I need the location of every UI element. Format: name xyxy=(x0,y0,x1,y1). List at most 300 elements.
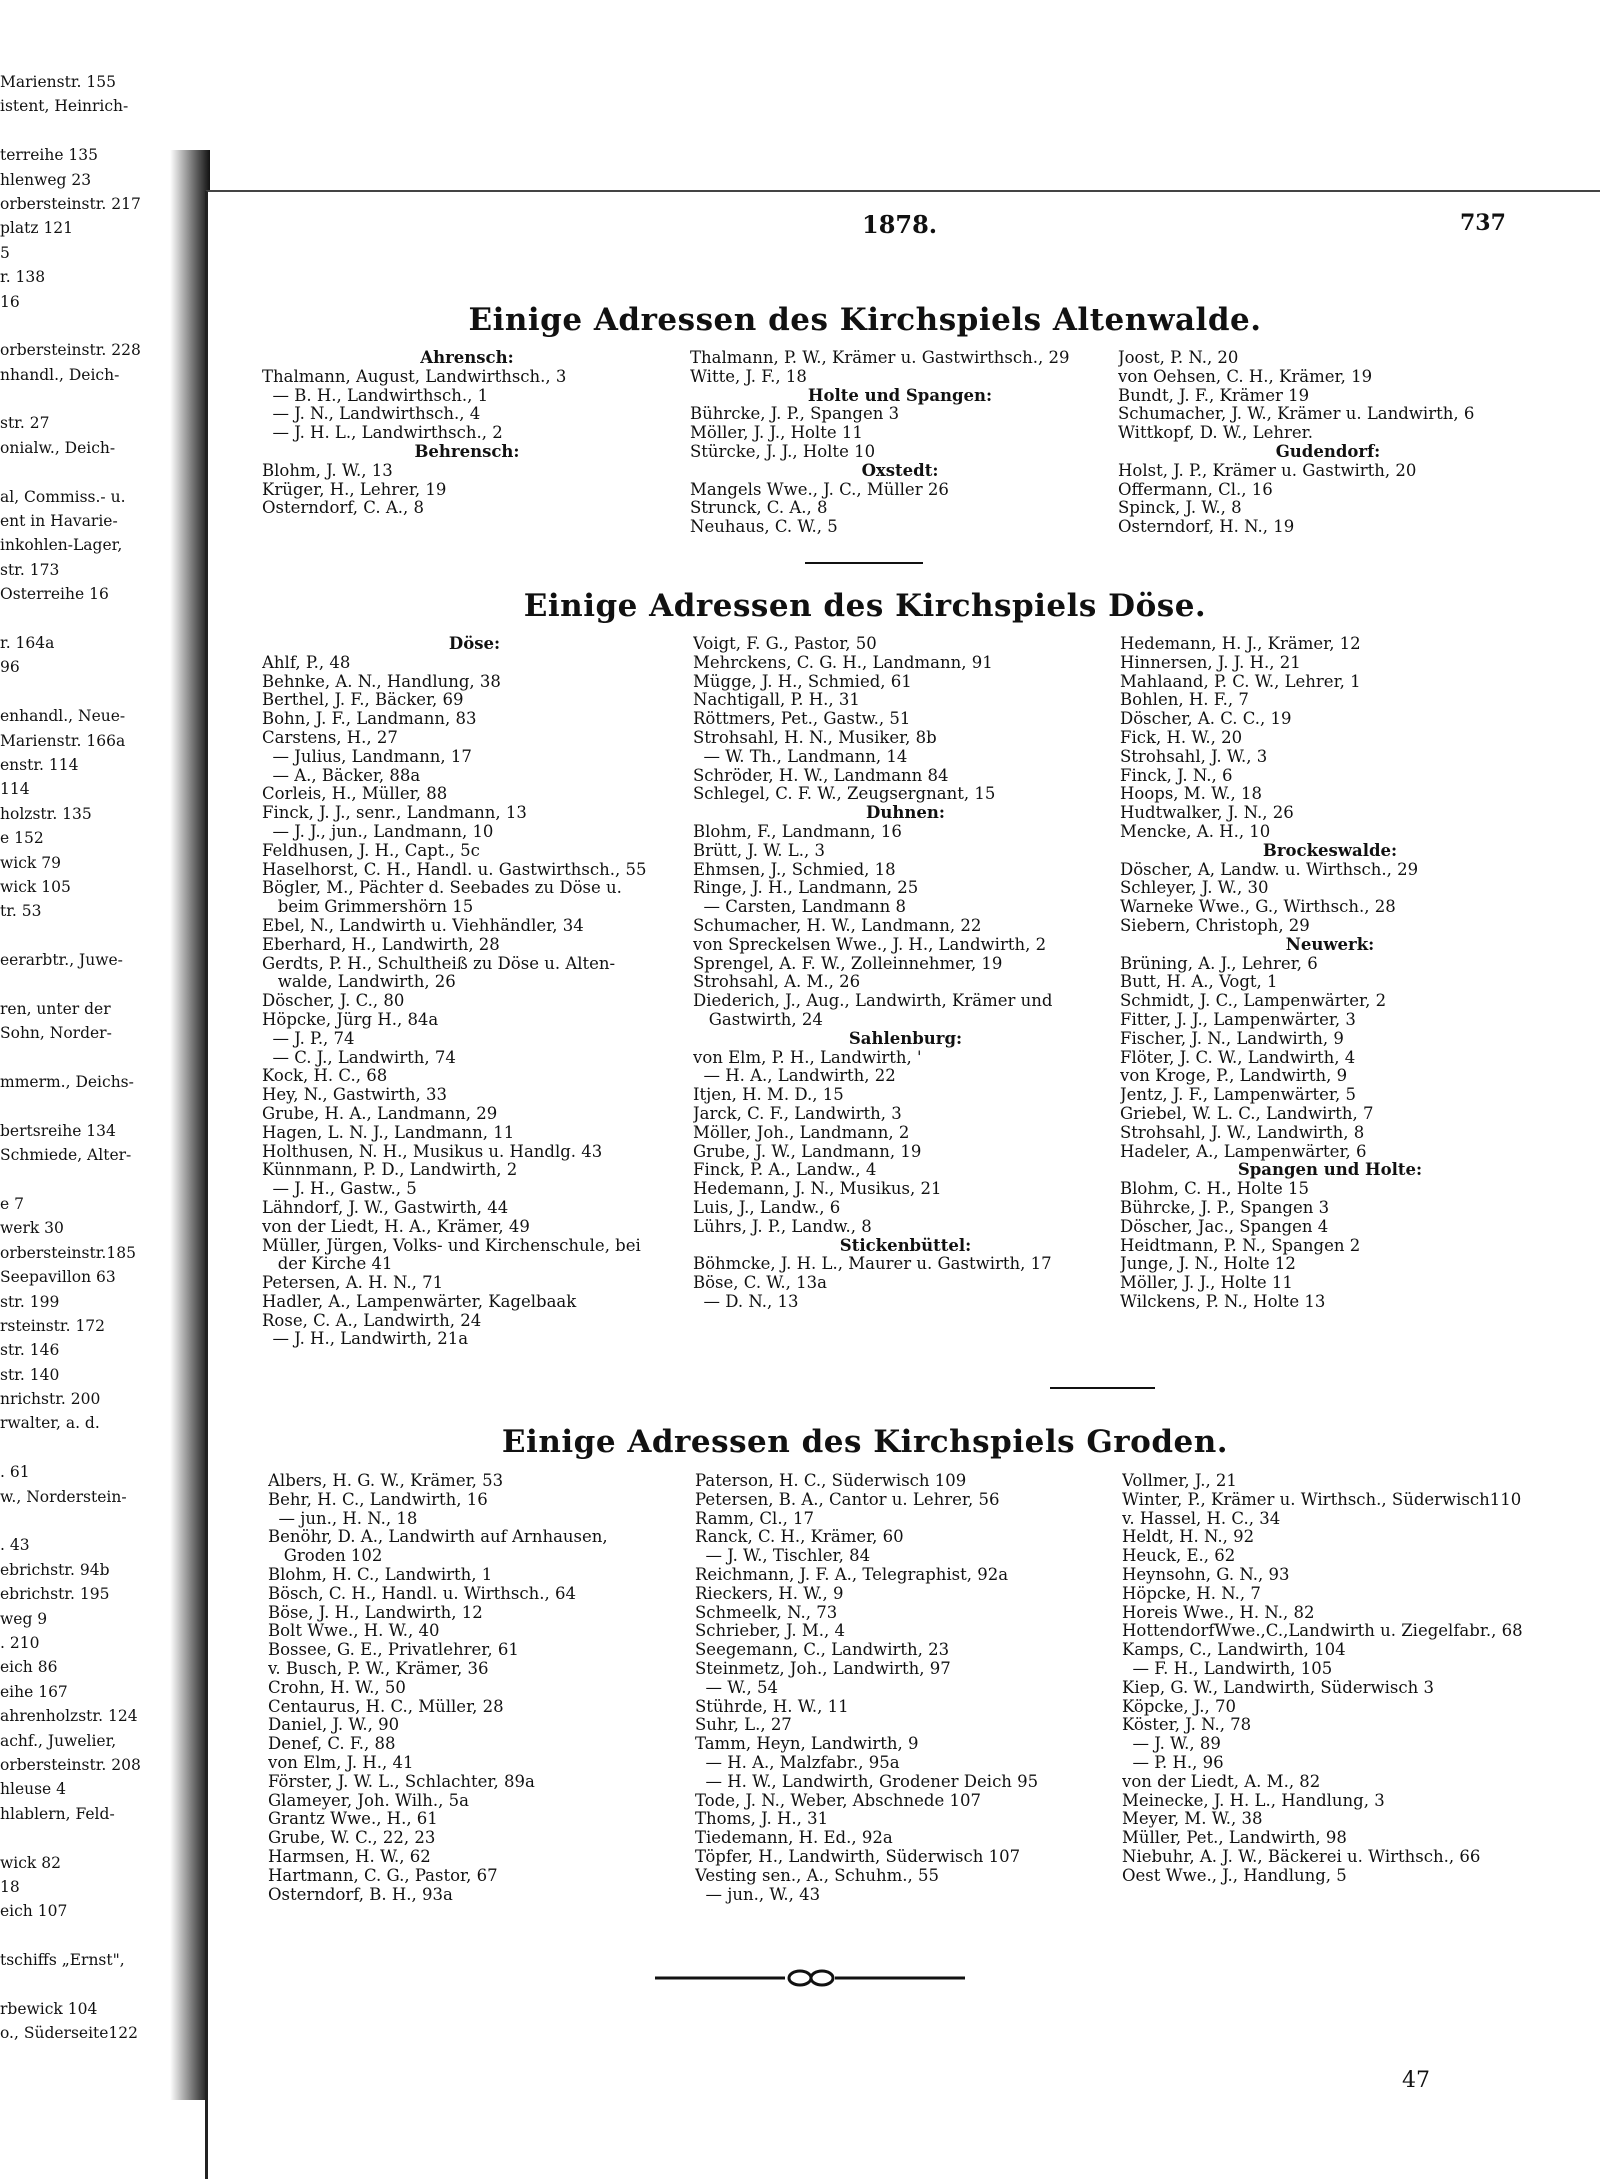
address-entry: Schmidt, J. C., Lampenwärter, 2 xyxy=(1120,992,1387,1011)
address-entry: Grube, W. C., 22, 23 xyxy=(268,1829,436,1848)
address-entry: Reichmann, J. F. A., Telegraphist, 92a xyxy=(695,1565,1009,1584)
address-entry: Stührde, H. W., 11 xyxy=(695,1697,849,1716)
left-page-fragment xyxy=(0,1094,170,1118)
left-page-fragment: str. 199 xyxy=(0,1292,60,1311)
address-entry: Hedemann, H. J., Krämer, 12 xyxy=(1120,635,1361,653)
section-title-altenwalde: Einige Adressen des Kirchspiels Altenwalde. xyxy=(468,302,1262,338)
address-entry: Müller, Pet., Landwirth, 98 xyxy=(1122,1829,1347,1848)
address-entry: Glameyer, Joh. Wilh., 5a xyxy=(268,1791,469,1810)
left-page-text-fragments xyxy=(0,70,170,2046)
address-entry: Krüger, H., Lehrer, 19 xyxy=(262,480,447,499)
left-page-fragment: Marienstr. 166a xyxy=(0,731,126,750)
address-entry: v. Hassel, H. C., 34 xyxy=(1122,1509,1281,1528)
left-page-fragment: eich 86 xyxy=(0,1658,58,1677)
address-entry: Ringe, J. H., Landmann, 25 xyxy=(693,879,919,898)
left-page-fragment: hlenweg 23 xyxy=(0,170,92,189)
address-entry: Jentz, J. F., Lampenwärter, 5 xyxy=(1120,1086,1356,1105)
address-entry: Groden 102 xyxy=(268,1547,383,1566)
left-page-fragment: ent in Havarie- xyxy=(0,512,118,531)
left-page-fragment xyxy=(0,972,170,996)
left-page-fragment: . 61 xyxy=(0,1463,30,1482)
footer-page-number: 47 xyxy=(1402,2068,1430,2093)
place-heading: Sahlenburg: xyxy=(848,1029,963,1048)
address-entry: — J. J., jun., Landmann, 10 xyxy=(262,822,494,841)
address-entry: — J. H. L., Landwirthsch., 2 xyxy=(262,424,503,443)
address-entry: Fitter, J. J., Lampenwärter, 3 xyxy=(1120,1010,1356,1029)
place-heading: Gudendorf: xyxy=(1275,442,1381,461)
left-page-fragment: orbersteinstr.185 xyxy=(0,1243,136,1262)
left-page-fragment xyxy=(0,460,170,484)
left-page-fragment xyxy=(0,1509,170,1533)
address-entry: Döscher, Jac., Spangen 4 xyxy=(1120,1217,1329,1236)
address-entry: — J. H., Landwirth, 21a xyxy=(262,1330,469,1349)
left-page-fragment: r. 164a xyxy=(0,633,55,652)
header-page-number: 737 xyxy=(1460,210,1506,236)
place-heading: Duhnen: xyxy=(866,804,945,823)
left-page-fragment: onialw., Deich- xyxy=(0,438,116,457)
address-entry: Schmeelk, N., 73 xyxy=(695,1603,838,1622)
left-page-fragment xyxy=(0,1826,170,1850)
address-entry: Albers, H. G. W., Krämer, 53 xyxy=(268,1472,504,1490)
address-entry: Gerdts, P. H., Schultheiß zu Döse u. Alten- xyxy=(262,954,616,973)
address-entry: — Carsten, Landmann 8 xyxy=(693,898,907,917)
left-page-fragment: orbersteinstr. 228 xyxy=(0,341,141,360)
address-entry: — jun., H. N., 18 xyxy=(268,1509,418,1528)
left-page-fragment: str. 146 xyxy=(0,1341,60,1360)
address-entry: Benöhr, D. A., Landwirth auf Arnhausen, xyxy=(268,1528,608,1547)
address-entry: Wittkopf, D. W., Lehrer. xyxy=(1118,424,1313,443)
left-page-fragment: Osterreihe 16 xyxy=(0,585,109,604)
address-entry: Finck, P. A., Landw., 4 xyxy=(693,1161,877,1180)
address-entry: Mangels Wwe., J. C., Müller 26 xyxy=(690,480,949,499)
address-entry: von Kroge, P., Landwirth, 9 xyxy=(1120,1067,1348,1086)
address-entry: Junge, J. N., Holte 12 xyxy=(1120,1255,1296,1274)
address-entry: Schröder, H. W., Landmann 84 xyxy=(693,766,949,785)
left-page-fragment: eerarbtr., Juwe- xyxy=(0,951,123,970)
address-entry: Finck, J. N., 6 xyxy=(1120,766,1233,785)
address-entry: Möller, J. J., Holte 11 xyxy=(1120,1274,1293,1293)
left-page-fragment: platz 121 xyxy=(0,219,74,238)
address-entry: Strohsahl, J. W., Landwirth, 8 xyxy=(1120,1123,1365,1142)
address-entry: Tamm, Heyn, Landwirth, 9 xyxy=(695,1735,919,1754)
left-page-fragment: nhandl., Deich- xyxy=(0,365,120,384)
address-entry: Strunck, C. A., 8 xyxy=(690,499,828,518)
address-entry: Carstens, H., 27 xyxy=(262,728,398,747)
address-entry: Heidtmann, P. N., Spangen 2 xyxy=(1120,1236,1361,1255)
address-entry: Niebuhr, A. J. W., Bäckerei u. Wirthsch., 66 xyxy=(1122,1847,1481,1866)
address-entry: Schrieber, J. M., 4 xyxy=(695,1622,845,1641)
address-entry: Meinecke, J. H. L., Handlung, 3 xyxy=(1122,1791,1385,1810)
address-entry: Luis, J., Landw., 6 xyxy=(693,1198,841,1217)
address-entry: Blohm, F., Landmann, 16 xyxy=(693,822,902,841)
doese-column-2 xyxy=(693,635,1118,1312)
address-entry: Strohsahl, J. W., 3 xyxy=(1120,747,1268,766)
address-entry: Bührcke, J. P., Spangen 3 xyxy=(690,405,900,424)
left-page-fragment: rwalter, a. d. xyxy=(0,1414,100,1433)
address-entry: von Oehsen, C. H., Krämer, 19 xyxy=(1118,367,1373,386)
address-entry: von der Liedt, H. A., Krämer, 49 xyxy=(262,1217,530,1236)
address-entry: Köpcke, J., 70 xyxy=(1122,1697,1236,1716)
left-page-fragment: rbewick 104 xyxy=(0,1999,98,2018)
address-entry: Jarck, C. F., Landwirth, 3 xyxy=(693,1104,902,1123)
left-page-fragment: orbersteinstr. 217 xyxy=(0,194,141,213)
left-page-fragment: 16 xyxy=(0,292,20,311)
left-page-fragment: eihe 167 xyxy=(0,1682,68,1701)
address-entry: Brüning, A. J., Lehrer, 6 xyxy=(1120,954,1318,973)
address-entry: Grube, H. A., Landmann, 29 xyxy=(262,1104,498,1123)
left-page-fragment: enstr. 114 xyxy=(0,755,79,774)
address-entry: Siebern, Christoph, 29 xyxy=(1120,916,1310,935)
address-entry: von Elm, J. H., 41 xyxy=(268,1753,414,1772)
address-entry: Centaurus, H. C., Müller, 28 xyxy=(268,1697,504,1716)
address-entry: Warneke Wwe., G., Wirthsch., 28 xyxy=(1120,898,1396,917)
place-heading: Döse: xyxy=(448,635,501,653)
address-entry: Holthusen, N. H., Musikus u. Handlg. 43 xyxy=(262,1142,603,1161)
address-entry: Petersen, B. A., Cantor u. Lehrer, 56 xyxy=(695,1490,1000,1509)
address-entry: Hoops, M. W., 18 xyxy=(1120,785,1262,804)
left-page-fragment: 114 xyxy=(0,780,30,799)
address-entry: — J. W., Tischler, 84 xyxy=(695,1547,871,1566)
address-entry: Bührcke, J. P., Spangen 3 xyxy=(1120,1198,1330,1217)
address-entry: Höpcke, Jürg H., 84a xyxy=(262,1010,439,1029)
address-entry: Thalmann, August, Landwirthsch., 3 xyxy=(262,367,567,386)
address-entry: Blohm, J. W., 13 xyxy=(262,461,393,480)
address-entry: Lührs, J. P., Landw., 8 xyxy=(693,1217,872,1236)
address-entry: Witte, J. F., 18 xyxy=(690,367,807,386)
left-page-fragment: r. 138 xyxy=(0,268,46,287)
address-entry: Seegemann, C., Landwirth, 23 xyxy=(695,1641,950,1660)
address-entry: Hedemann, J. N., Musikus, 21 xyxy=(693,1180,942,1199)
left-page-fragment: inkohlen-Lager, xyxy=(0,536,123,555)
address-entry: — J. P., 74 xyxy=(262,1029,355,1048)
left-page-fragment: enhandl., Neue- xyxy=(0,707,126,726)
section-separator xyxy=(805,562,923,564)
address-entry: Steinmetz, Joh., Landwirth, 97 xyxy=(695,1659,951,1678)
left-page-fragment xyxy=(0,1972,170,1996)
address-entry: Hey, N., Gastwirth, 33 xyxy=(262,1086,448,1105)
address-entry: Ahlf, P., 48 xyxy=(262,653,351,672)
address-entry: Bohn, J. F., Landmann, 83 xyxy=(262,710,477,729)
address-entry: — Julius, Landmann, 17 xyxy=(262,747,472,766)
address-entry: Voigt, F. G., Pastor, 50 xyxy=(693,635,877,653)
altenwalde-column-2 xyxy=(690,349,1110,537)
left-page-fragment: e 152 xyxy=(0,829,44,848)
left-page-fragment: al, Commiss.- u. xyxy=(0,487,126,506)
altenwalde-column-3 xyxy=(1118,349,1538,537)
address-entry: Bundt, J. F., Krämer 19 xyxy=(1118,386,1310,405)
address-entry: Bossee, G. E., Privatlehrer, 61 xyxy=(268,1641,519,1660)
place-heading: Spangen und Holte: xyxy=(1237,1161,1423,1180)
address-entry: Heuck, E., 62 xyxy=(1122,1547,1236,1566)
address-entry: Mahlaand, P. C. W., Lehrer, 1 xyxy=(1120,672,1361,691)
address-entry: — J. W., 89 xyxy=(1122,1735,1221,1754)
address-entry: Möller, Joh., Landmann, 2 xyxy=(693,1123,910,1142)
left-page-fragment xyxy=(0,1436,170,1460)
address-entry: Döscher, J. C., 80 xyxy=(262,992,405,1011)
address-entry: — W. Th., Landmann, 14 xyxy=(693,747,908,766)
address-entry: Mügge, J. H., Schmied, 61 xyxy=(693,672,912,691)
section-title-doese: Einige Adressen des Kirchspiels Döse. xyxy=(523,588,1207,624)
address-entry: Gastwirth, 24 xyxy=(693,1010,823,1029)
address-entry: Osterndorf, B. H., 93a xyxy=(268,1885,453,1904)
place-heading: Oxstedt: xyxy=(861,461,939,480)
left-page-fragment: wick 79 xyxy=(0,853,61,872)
address-entry: Brütt, J. W. L., 3 xyxy=(693,841,825,860)
address-entry: Meyer, M. W., 38 xyxy=(1122,1810,1263,1829)
address-entry: Hinnersen, J. J. H., 21 xyxy=(1120,653,1301,672)
left-page-fragment xyxy=(0,1168,170,1192)
left-page-fragment: o., Süderseite122 xyxy=(0,2024,139,2043)
address-entry: Haselhorst, C. H., Handl. u. Gastwirthsch., 55 xyxy=(262,860,647,879)
left-page-fragment: mmerm., Deichs- xyxy=(0,1073,134,1092)
address-entry: von Spreckelsen Wwe., J. H., Landwirth, 2 xyxy=(693,935,1047,954)
left-page-fragment: e 7 xyxy=(0,1194,24,1213)
left-page-fragment: 96 xyxy=(0,658,20,677)
place-heading: Brockeswalde: xyxy=(1262,841,1398,860)
top-margin xyxy=(250,0,1600,190)
address-entry: Sprengel, A. F. W., Zolleinnehmer, 19 xyxy=(693,954,1003,973)
address-entry: von Elm, P. H., Landwirth, ' xyxy=(693,1048,922,1067)
left-page-fragment: Sohn, Norder- xyxy=(0,1024,112,1043)
address-entry: Suhr, L., 27 xyxy=(695,1716,792,1735)
address-entry: Förster, J. W. L., Schlachter, 89a xyxy=(268,1772,535,1791)
address-entry: Schumacher, H. W., Landmann, 22 xyxy=(693,916,982,935)
address-entry: v. Busch, P. W., Krämer, 36 xyxy=(268,1659,489,1678)
left-page-fragment xyxy=(0,1924,170,1948)
address-entry: Fick, H. W., 20 xyxy=(1120,728,1243,747)
address-entry: — H. W., Landwirth, Grodener Deich 95 xyxy=(695,1772,1039,1791)
left-page-fragment: str. 173 xyxy=(0,560,60,579)
address-entry: — W., 54 xyxy=(695,1678,779,1697)
address-entry: — H. A., Landwirth, 22 xyxy=(693,1067,896,1086)
address-entry: Hadler, A., Lampenwärter, Kagelbaak xyxy=(262,1292,577,1311)
address-entry: Köster, J. N., 78 xyxy=(1122,1716,1252,1735)
book-gutter-shadow xyxy=(170,150,210,2100)
address-entry: Bohlen, H. F., 7 xyxy=(1120,691,1249,710)
left-page-fragment: . 43 xyxy=(0,1536,30,1555)
address-entry: Finck, J. J., senr., Landmann, 13 xyxy=(262,804,527,823)
address-entry: Böse, J. H., Landwirth, 12 xyxy=(268,1603,483,1622)
header-year: 1878. xyxy=(862,210,938,239)
left-page-fragment: Seepavillon 63 xyxy=(0,1268,116,1287)
left-page-fragment: wick 82 xyxy=(0,1853,61,1872)
address-entry: Winter, P., Krämer u. Wirthsch., Süderwisch110 xyxy=(1122,1490,1522,1509)
address-entry: Heldt, H. N., 92 xyxy=(1122,1528,1255,1547)
address-entry: Grube, J. W., Landmann, 19 xyxy=(693,1142,922,1161)
left-page-fragment: orbersteinstr. 208 xyxy=(0,1755,141,1774)
left-page-fragment xyxy=(0,1046,170,1070)
address-entry: Künnmann, P. D., Landwirth, 2 xyxy=(262,1161,518,1180)
address-entry: — J. N., Landwirthsch., 4 xyxy=(262,405,481,424)
address-entry: Neuhaus, C. W., 5 xyxy=(690,518,838,537)
address-entry: Ranck, C. H., Krämer, 60 xyxy=(695,1528,904,1547)
place-heading: Ahrensch: xyxy=(420,349,514,367)
address-entry: Blohm, C. H., Holte 15 xyxy=(1120,1180,1309,1199)
address-entry: Osterndorf, C. A., 8 xyxy=(262,499,424,518)
left-page-fragment: ren, unter der xyxy=(0,999,111,1018)
address-entry: Paterson, H. C., Süderwisch 109 xyxy=(695,1472,967,1490)
left-page-fragment xyxy=(0,680,170,704)
address-entry: Tiedemann, H. Ed., 92a xyxy=(695,1829,893,1848)
address-entry: Osterndorf, H. N., 19 xyxy=(1118,518,1295,537)
address-entry: Bolt Wwe., H. W., 40 xyxy=(268,1622,440,1641)
address-entry: walde, Landwirth, 26 xyxy=(262,973,456,992)
address-entry: — F. H., Landwirth, 105 xyxy=(1122,1659,1333,1678)
left-page-fragment: ahrenholzstr. 124 xyxy=(0,1707,138,1726)
address-entry: Mehrckens, C. G. H., Landmann, 91 xyxy=(693,653,993,672)
left-page-fragment xyxy=(0,119,170,143)
address-entry: Griebel, W. L. C., Landwirth, 7 xyxy=(1120,1104,1374,1123)
left-page-fragment: achf., Juwelier, xyxy=(0,1731,117,1750)
address-entry: Nachtigall, P. H., 31 xyxy=(693,691,860,710)
left-page-fragment: ebrichstr. 195 xyxy=(0,1585,110,1604)
left-page-fragment xyxy=(0,607,170,631)
left-page-fragment: . 210 xyxy=(0,1634,40,1652)
address-entry: Töpfer, H., Landwirth, Süderwisch 107 xyxy=(695,1847,1021,1866)
address-entry: Fischer, J. N., Landwirth, 9 xyxy=(1120,1029,1344,1048)
left-page-fragment: wick 105 xyxy=(0,877,71,896)
left-page-fragment: eich 107 xyxy=(0,1902,68,1921)
left-page-fragment: tr. 53 xyxy=(0,902,42,921)
left-page-fragment: Schmiede, Alter- xyxy=(0,1146,132,1165)
left-page-fragment: bertsreihe 134 xyxy=(0,1121,116,1140)
address-entry: der Kirche 41 xyxy=(262,1255,393,1274)
address-entry: Rieckers, H. W., 9 xyxy=(695,1584,844,1603)
address-entry: — A., Bäcker, 88a xyxy=(262,766,421,785)
address-entry: Höpcke, H. N., 7 xyxy=(1122,1584,1261,1603)
left-page-edge xyxy=(0,0,210,2177)
left-page-fragment: str. 27 xyxy=(0,414,50,433)
doese-column-1 xyxy=(262,635,687,1349)
left-page-fragment: rsteinstr. 172 xyxy=(0,1316,106,1335)
address-entry: Behr, H. C., Landwirth, 16 xyxy=(268,1490,488,1509)
address-entry: Böhmcke, J. H. L., Maurer u. Gastwirth, 17 xyxy=(693,1255,1052,1274)
address-entry: Diederich, J., Aug., Landwirth, Krämer und xyxy=(693,992,1053,1011)
address-entry: Möller, J. J., Holte 11 xyxy=(690,424,863,443)
left-page-fragment: ebrichstr. 94b xyxy=(0,1560,110,1579)
left-page-fragment: 5 xyxy=(0,243,10,262)
address-entry: HottendorfWwe.,C.,Landwirth u. Ziegelfabr., 68 xyxy=(1122,1622,1523,1641)
address-entry: Horeis Wwe., H. N., 82 xyxy=(1122,1603,1315,1622)
address-entry: Vollmer, J., 21 xyxy=(1122,1472,1237,1490)
left-page-fragment: w., Norderstein- xyxy=(0,1487,127,1506)
address-entry: Tode, J. N., Weber, Abschnede 107 xyxy=(695,1791,981,1810)
groden-column-2 xyxy=(695,1472,1120,1904)
address-entry: Döscher, A. C. C., 19 xyxy=(1120,710,1292,729)
left-page-fragment: tschiffs „Ernst", xyxy=(0,1951,125,1970)
left-page-fragment: weg 9 xyxy=(0,1609,48,1628)
address-entry: Butt, H. A., Vogt, 1 xyxy=(1120,973,1278,992)
doese-column-3 xyxy=(1120,635,1540,1312)
left-page-fragment xyxy=(0,314,170,338)
address-entry: Schlegel, C. F. W., Zeugsergnant, 15 xyxy=(693,785,996,804)
address-entry: Hadeler, A., Lampenwärter, 6 xyxy=(1120,1142,1367,1161)
address-entry: — C. J., Landwirth, 74 xyxy=(262,1048,456,1067)
address-entry: — H. A., Malzfabr., 95a xyxy=(695,1753,900,1772)
address-entry: — J. H., Gastw., 5 xyxy=(262,1180,417,1199)
address-entry: Grantz Wwe., H., 61 xyxy=(268,1810,438,1829)
groden-column-3 xyxy=(1122,1472,1547,1886)
address-entry: Böse, C. W., 13a xyxy=(693,1274,827,1293)
address-entry: Kiep, G. W., Landwirth, Süderwisch 3 xyxy=(1122,1678,1434,1697)
left-page-fragment: istent, Heinrich- xyxy=(0,97,129,116)
address-entry: Blohm, H. C., Landwirth, 1 xyxy=(268,1565,493,1584)
place-heading: Stickenbüttel: xyxy=(839,1236,972,1255)
address-entry: Rose, C. A., Landwirth, 24 xyxy=(262,1311,482,1330)
address-entry: Bögler, M., Pächter d. Seebades zu Döse u. xyxy=(262,879,622,898)
address-entry: beim Grimmershörn 15 xyxy=(262,898,474,917)
address-entry: Döscher, A, Landw. u. Wirthsch., 29 xyxy=(1120,860,1419,879)
address-entry: Hudtwalker, J. N., 26 xyxy=(1120,804,1294,823)
altenwalde-column-1 xyxy=(262,349,672,518)
left-page-fragment xyxy=(0,387,170,411)
address-entry: Behnke, A. N., Handlung, 38 xyxy=(262,672,501,691)
address-entry: Oest Wwe., J., Handlung, 5 xyxy=(1122,1866,1347,1885)
address-entry: Daniel, J. W., 90 xyxy=(268,1716,400,1735)
address-entry: Strohsahl, A. M., 26 xyxy=(693,973,861,992)
left-page-fragment: 18 xyxy=(0,1877,20,1896)
address-entry: Harmsen, H. W., 62 xyxy=(268,1847,431,1866)
left-page-fragment: nrichstr. 200 xyxy=(0,1390,101,1409)
left-page-fragment: hlablern, Feld- xyxy=(0,1804,115,1823)
address-entry: — jun., W., 43 xyxy=(695,1885,821,1904)
place-heading: Behrensch: xyxy=(414,442,520,461)
address-entry: Thoms, J. H., 31 xyxy=(695,1810,829,1829)
left-page-fragment: werk 30 xyxy=(0,1219,64,1238)
address-entry: Holst, J. P., Krämer u. Gastwirth, 20 xyxy=(1118,461,1417,480)
address-entry: Hartmann, C. G., Pastor, 67 xyxy=(268,1866,498,1885)
address-entry: Müller, Jürgen, Volks- und Kirchenschule, bei xyxy=(262,1236,641,1255)
address-entry: Corleis, H., Müller, 88 xyxy=(262,785,448,804)
address-entry: — B. H., Landwirthsch., 1 xyxy=(262,386,489,405)
left-page-fragment: str. 140 xyxy=(0,1365,60,1384)
place-heading: Neuwerk: xyxy=(1285,935,1375,954)
address-entry: Schleyer, J. W., 30 xyxy=(1120,879,1269,898)
left-page-fragment: Marienstr. 155 xyxy=(0,73,116,91)
address-entry: — D. N., 13 xyxy=(693,1292,799,1311)
address-entry: Joost, P. N., 20 xyxy=(1118,349,1239,367)
address-entry: Petersen, A. H. N., 71 xyxy=(262,1274,444,1293)
address-entry: Kock, H. C., 68 xyxy=(262,1067,388,1086)
address-entry: Ebel, N., Landwirth u. Viehhändler, 34 xyxy=(262,916,584,935)
section-separator xyxy=(1050,1387,1155,1389)
left-page-fragment: terreihe 135 xyxy=(0,146,99,165)
address-entry: Eberhard, H., Landwirth, 28 xyxy=(262,935,500,954)
address-entry: Crohn, H. W., 50 xyxy=(268,1678,406,1697)
address-entry: Offermann, Cl., 16 xyxy=(1118,480,1273,499)
address-entry: Strohsahl, H. N., Musiker, 8b xyxy=(693,728,937,747)
address-entry: Lähndorf, J. W., Gastwirth, 44 xyxy=(262,1198,509,1217)
address-entry: Wilckens, P. N., Holte 13 xyxy=(1120,1292,1326,1311)
address-entry: Flöter, J. C. W., Landwirth, 4 xyxy=(1120,1048,1356,1067)
address-entry: Berthel, J. F., Bäcker, 69 xyxy=(262,691,464,710)
address-entry: Ramm, Cl., 17 xyxy=(695,1509,815,1528)
address-entry: Vesting sen., A., Schuhm., 55 xyxy=(695,1866,940,1885)
address-entry: Denef, C. F., 88 xyxy=(268,1735,396,1754)
left-page-fragment: holzstr. 135 xyxy=(0,804,92,823)
address-entry: Heynsohn, G. N., 93 xyxy=(1122,1565,1290,1584)
left-page-fragment: hleuse 4 xyxy=(0,1780,67,1799)
address-entry: Feldhusen, J. H., Capt., 5c xyxy=(262,841,480,860)
place-heading: Holte und Spangen: xyxy=(807,386,993,405)
address-entry: Bösch, C. H., Handl. u. Wirthsch., 64 xyxy=(268,1584,576,1603)
address-entry: — P. H., 96 xyxy=(1122,1753,1224,1772)
left-page-fragment xyxy=(0,924,170,948)
address-entry: Itjen, H. M. D., 15 xyxy=(693,1086,844,1105)
address-entry: Röttmers, Pet., Gastw., 51 xyxy=(693,710,911,729)
address-entry: Spinck, J. W., 8 xyxy=(1118,499,1242,518)
address-entry: Ehmsen, J., Schmied, 18 xyxy=(693,860,896,879)
